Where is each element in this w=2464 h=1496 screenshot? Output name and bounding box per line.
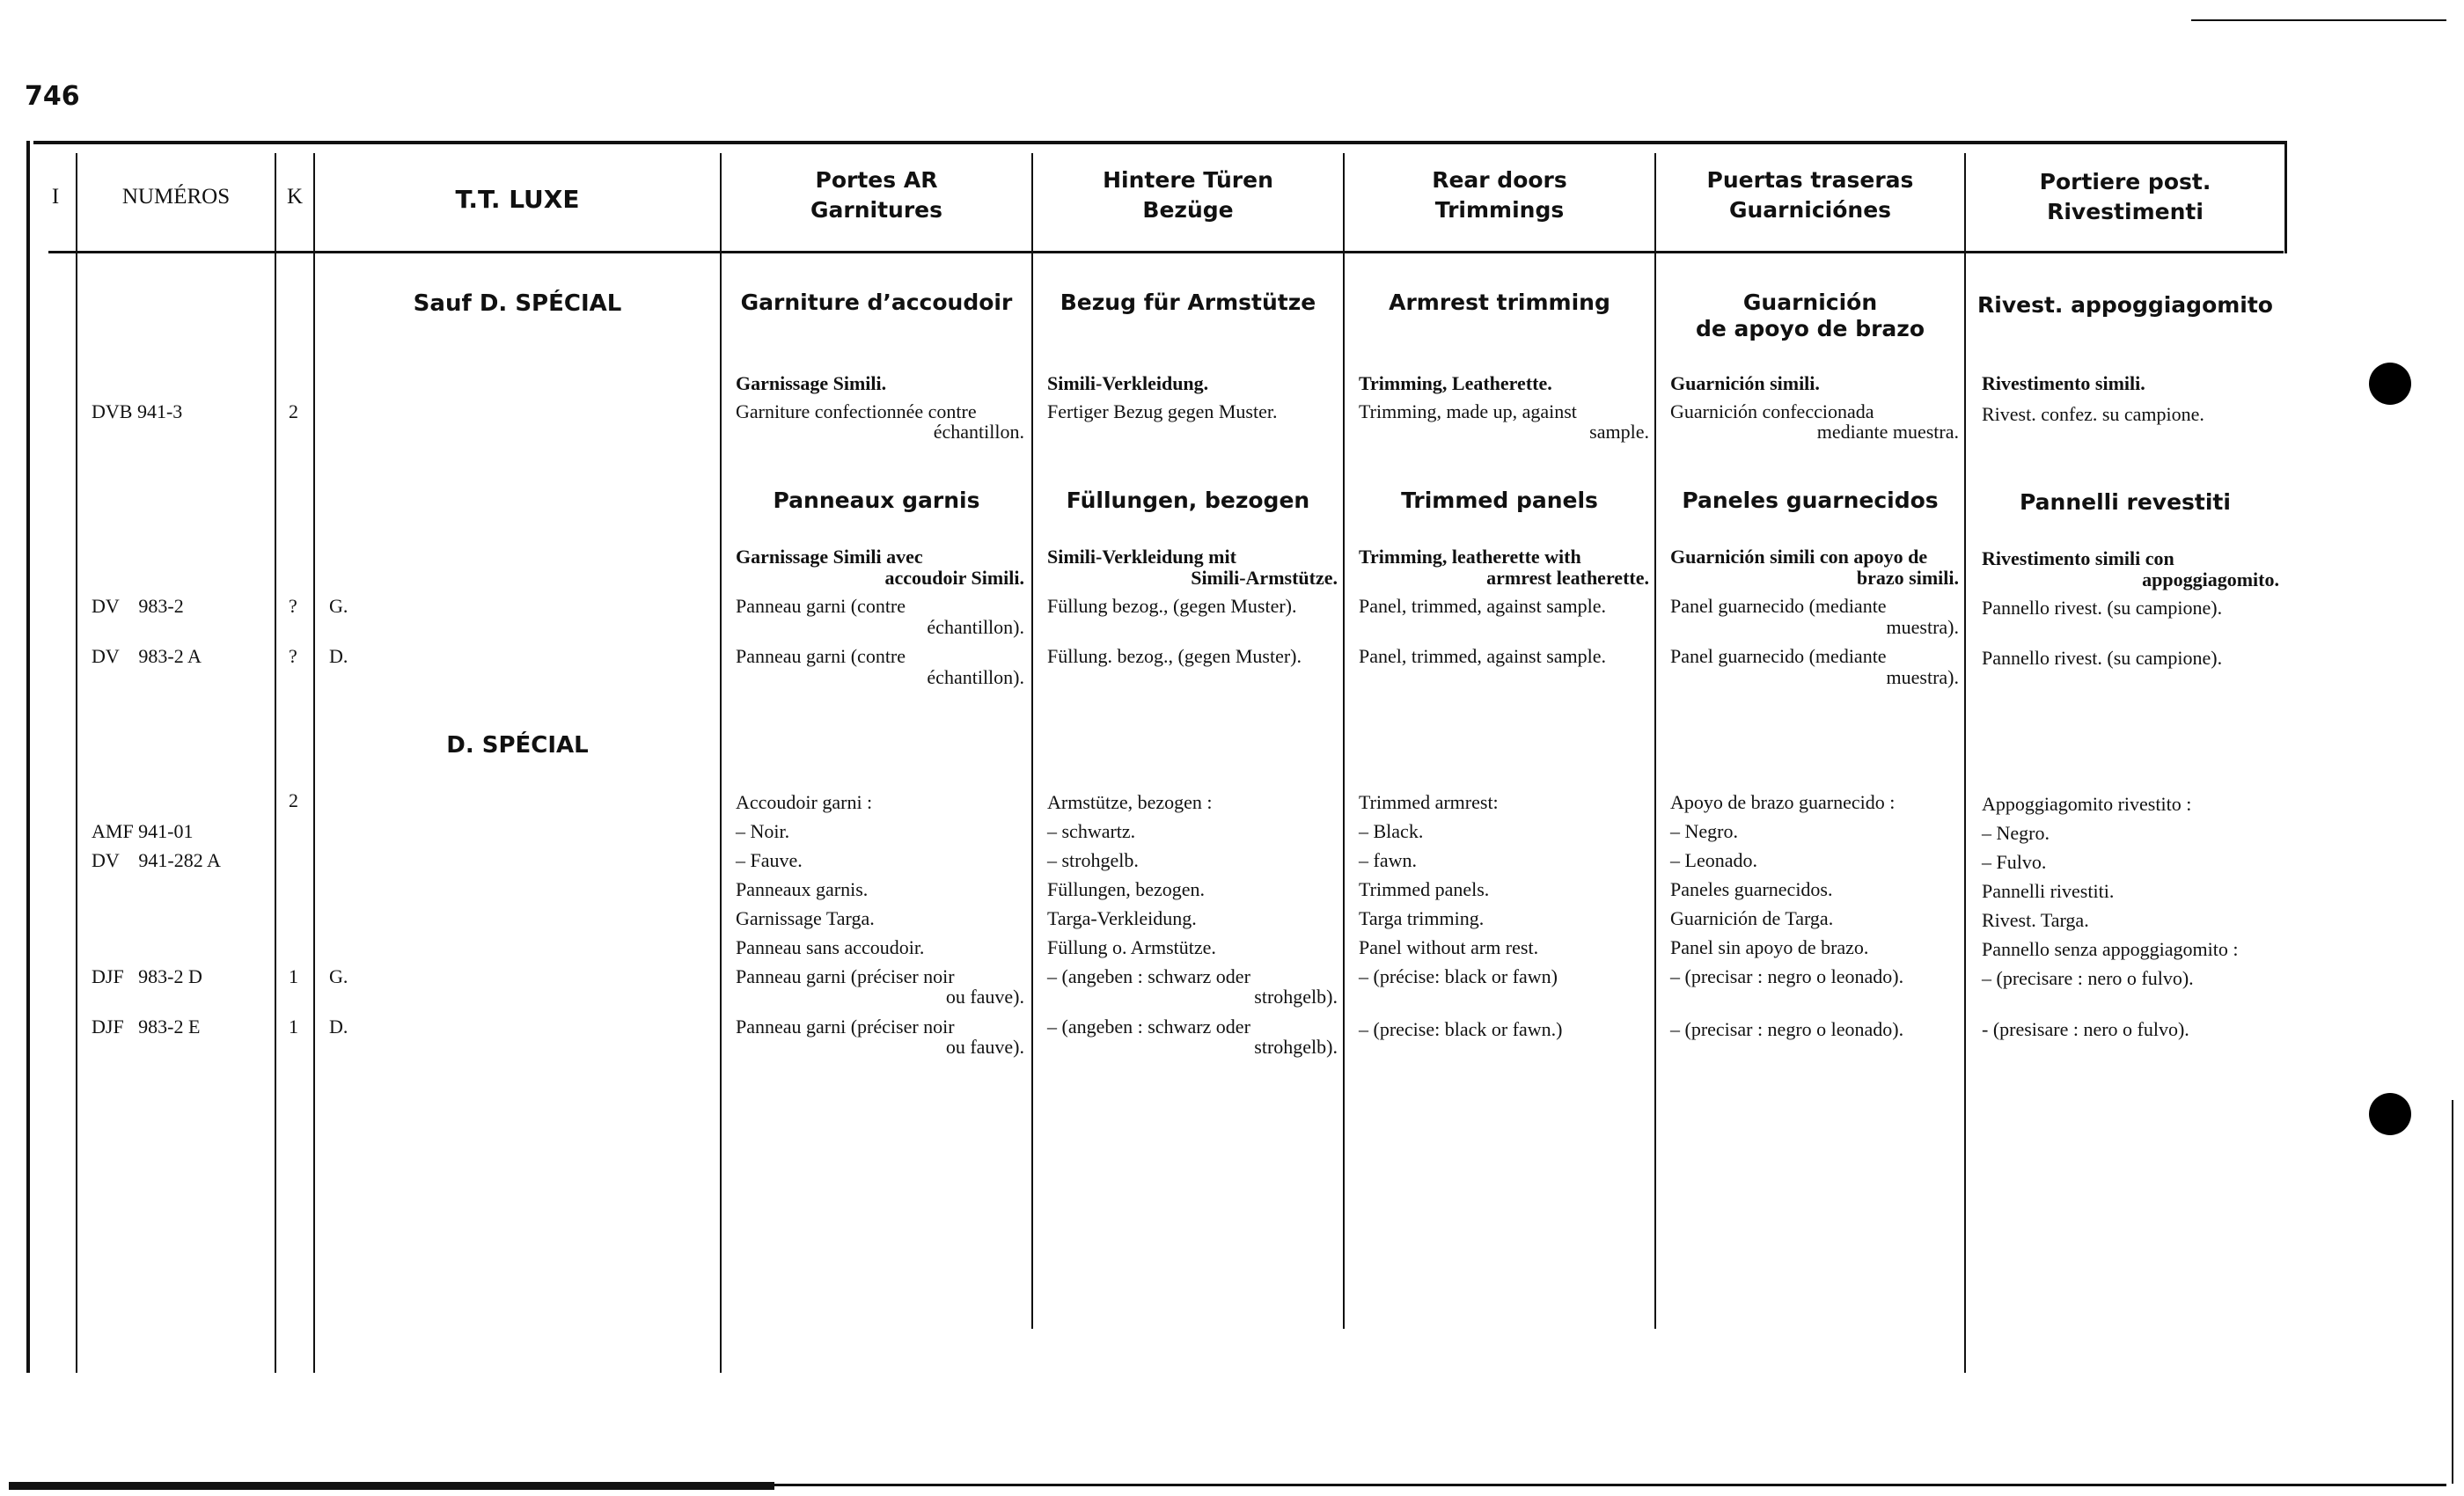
table-row-numero: DV 983-2 A	[92, 645, 202, 667]
group2-r0-it-1: Pannello rivest. (su campione).	[1982, 597, 2223, 619]
group3-l3-en: Trimmed panels.	[1359, 878, 1490, 900]
group3-r0-de-1: – (angeben : schwarz oder	[1047, 965, 1250, 987]
group2-spec-it-2: appoggiagomito.	[2142, 568, 2279, 590]
group3-l4-de: Targa-Verkleidung.	[1047, 907, 1197, 929]
group3-l3-de: Füllungen, bezogen.	[1047, 878, 1206, 900]
section-sauf-special: Sauf D. SPÉCIAL	[413, 290, 622, 317]
group3-l3-es: Paneles guarnecidos.	[1670, 878, 1833, 900]
col-divider-model	[720, 153, 722, 1373]
group3-r1-fr-2: ou fauve).	[945, 1036, 1024, 1058]
group3-l4-en: Targa trimming.	[1359, 907, 1485, 929]
group2-spec-it-1: Rivestimento simili con	[1982, 547, 2174, 569]
group2-spec-en-1: Trimming, leatherette with	[1359, 546, 1581, 568]
group1-desc-es-2: mediante muestra.	[1816, 421, 1959, 443]
group2-spec-en-2: armrest leatherette.	[1486, 567, 1649, 589]
table-row-numero: DV 941-282 A	[92, 849, 221, 871]
group2-r0-fr-1: Panneau garni (contre	[736, 595, 906, 617]
section-special: D. SPÉCIAL	[446, 732, 589, 759]
group2-r1-en-1: Panel, trimmed, against sample.	[1359, 645, 1607, 667]
group2-r0-fr-2: échantillon).	[927, 616, 1024, 638]
group2-spec-fr-2: accoudoir Simili.	[884, 567, 1024, 589]
group2-r0-es-2: muestra).	[1886, 616, 1959, 638]
header-lang-it	[1966, 167, 2284, 227]
header-col-k: K	[286, 185, 304, 209]
group1-title-it: Rivest. appoggiagomito	[1977, 292, 2273, 318]
group3-r0-es-1: – (precisar : negro o leonado).	[1670, 965, 1904, 987]
table-row-side: G.	[329, 965, 348, 987]
group1-spec-es: Guarnición simili.	[1670, 372, 1820, 394]
group3-l4-fr: Garnissage Targa.	[736, 907, 875, 929]
group2-title-de: Füllungen, bezogen	[1066, 488, 1310, 513]
header-lang-fr-line1: Portes AR	[815, 167, 938, 193]
group3-l0-de: Armstütze, bezogen :	[1047, 791, 1213, 813]
group2-spec-fr-1: Garnissage Simili avec	[736, 546, 923, 568]
group3-r1-de-1: – (angeben : schwarz oder	[1047, 1016, 1250, 1038]
page-bottom-rule-thick	[9, 1482, 774, 1490]
table-left-border	[26, 141, 30, 1373]
group2-title-en: Trimmed panels	[1401, 488, 1598, 513]
group3-l5-es: Panel sin apoyo de brazo.	[1670, 936, 1869, 958]
group3-l5-de: Füllung o. Armstütze.	[1047, 936, 1216, 958]
group3-l0-es: Apoyo de brazo guarnecido :	[1670, 791, 1896, 813]
table-row-k: 2	[289, 400, 298, 422]
group2-r1-fr-2: échantillon).	[927, 666, 1024, 688]
table-row-side: D.	[329, 1016, 348, 1038]
group2-title-es: Paneles guarnecidos	[1682, 488, 1939, 513]
group2-title-fr: Panneaux garnis	[773, 488, 980, 513]
table-top-border	[33, 141, 2286, 144]
table-row-k: 1	[289, 1016, 298, 1038]
group3-r0-de-2: strohgelb).	[1254, 986, 1338, 1008]
header-lang-de	[1033, 165, 1343, 225]
header-lang-de-line1: Hintere Türen	[1103, 167, 1273, 193]
group3-r1-it-1: - (presisare : nero o fulvo).	[1982, 1018, 2189, 1040]
group3-l2-de: – strohgelb.	[1047, 849, 1139, 871]
group1-desc-en-2: sample.	[1589, 421, 1649, 443]
page-number: 746	[25, 81, 80, 112]
header-bottom-border	[48, 251, 2284, 253]
table-row-side: D.	[329, 645, 348, 667]
table-row-numero: DJF 983-2 D	[92, 965, 202, 987]
group3-l4-it: Rivest. Targa.	[1982, 909, 2089, 931]
group2-spec-es-2: brazo simili.	[1856, 567, 1959, 589]
top-rule-decor	[2191, 19, 2446, 21]
group3-r0-en-1: – (précise: black or fawn)	[1359, 965, 1558, 987]
header-lang-en	[1345, 165, 1654, 225]
group1-title-en: Armrest trimming	[1389, 290, 1610, 315]
group3-l1-en: – Black.	[1359, 820, 1424, 842]
header-lang-fr-line2: Garnitures	[810, 197, 942, 223]
header-lang-es-line2: Guarniciónes	[1728, 197, 1892, 223]
group3-l1-de: – schwartz.	[1047, 820, 1136, 842]
group1-spec-de: Simili-Verkleidung.	[1047, 372, 1209, 394]
group3-l2-en: – fawn.	[1359, 849, 1417, 871]
group3-l2-it: – Fulvo.	[1982, 851, 2047, 873]
group2-spec-es-1: Guarnición simili con apoyo de	[1670, 546, 1928, 568]
group3-r1-de-2: strohgelb).	[1254, 1036, 1338, 1058]
group1-title-de: Bezug für Armstütze	[1060, 290, 1316, 315]
group3-r0-it-1: – (precisare : nero o fulvo).	[1982, 967, 2194, 989]
page-right-edge	[2452, 1100, 2453, 1484]
header-lang-it-line2: Rivestimenti	[2047, 199, 2204, 224]
group1-desc-it-1: Rivest. confez. su campione.	[1982, 403, 2204, 425]
header-lang-es-line1: Puertas traseras	[1706, 167, 1914, 193]
binder-hole-mark	[2369, 1093, 2411, 1135]
header-lang-it-line1: Portiere post.	[2039, 169, 2211, 194]
group1-title-fr: Garniture d’accoudoir	[740, 290, 1013, 315]
group1-desc-fr-1: Garniture confectionnée contre	[736, 400, 977, 422]
group3-l3-fr: Panneaux garnis.	[736, 878, 869, 900]
table-row-side: G.	[329, 595, 348, 617]
table-row-k: 1	[289, 965, 298, 987]
table-right-border	[2284, 141, 2287, 253]
group3-r1-es-1: – (precisar : negro o leonado).	[1670, 1018, 1904, 1040]
col-divider-k	[313, 153, 315, 1373]
table-row-numero: DV 983-2	[92, 595, 184, 617]
group2-r1-de-1: Füllung. bezog., (gegen Muster).	[1047, 645, 1302, 667]
col-divider-de	[1031, 153, 1033, 1329]
table-row-numero: AMF 941-01	[92, 820, 194, 842]
group3-l2-fr: – Fauve.	[736, 849, 803, 871]
group3-r1-fr-1: Panneau garni (préciser noir	[736, 1016, 955, 1038]
header-lang-en-line1: Rear doors	[1432, 167, 1567, 193]
group3-k-header: 2	[289, 789, 298, 811]
group3-l1-es: – Negro.	[1670, 820, 1738, 842]
header-lang-fr	[722, 165, 1031, 225]
binder-hole-mark	[2369, 363, 2411, 405]
group1-desc-en-1: Trimming, made up, against	[1359, 400, 1577, 422]
table-row-numero: DVB 941-3	[92, 400, 183, 422]
group3-r0-fr-2: ou fauve).	[945, 986, 1024, 1008]
header-model: T.T. LUXE	[455, 185, 580, 214]
table-row-numero: DJF 983-2 E	[92, 1016, 201, 1038]
group3-r0-fr-1: Panneau garni (préciser noir	[736, 965, 955, 987]
group3-l1-fr: – Noir.	[736, 820, 790, 842]
group1-desc-fr-2: échantillon.	[933, 421, 1024, 443]
table-row-k: ?	[289, 645, 297, 667]
header-col-numeros: NUMÉROS	[121, 185, 231, 209]
group3-l1-it: – Negro.	[1982, 822, 2050, 844]
group2-r1-it-1: Pannello rivest. (su campione).	[1982, 647, 2223, 669]
group1-spec-it: Rivestimento simili.	[1982, 372, 2145, 394]
group3-l5-en: Panel without arm rest.	[1359, 936, 1539, 958]
group3-l5-fr: Panneau sans accoudoir.	[736, 936, 925, 958]
group3-l2-es: – Leonado.	[1670, 849, 1757, 871]
group2-spec-de-1: Simili-Verkleidung mit	[1047, 546, 1236, 568]
col-divider-it	[1964, 153, 1966, 1373]
group3-r1-en-1: – (precise: black or fawn.)	[1359, 1018, 1563, 1040]
group3-l3-it: Pannelli rivestiti.	[1982, 880, 2115, 902]
col-divider-en	[1343, 153, 1345, 1329]
group1-desc-es-1: Guarnición confeccionada	[1670, 400, 1874, 422]
group3-l0-fr: Accoudoir garni :	[736, 791, 873, 813]
group3-l0-en: Trimmed armrest:	[1359, 791, 1499, 813]
group1-desc-de-1: Fertiger Bezug gegen Muster.	[1047, 400, 1278, 422]
group2-r1-fr-1: Panneau garni (contre	[736, 645, 906, 667]
group1-title-es: Guarnición de apoyo de brazo	[1695, 290, 1925, 341]
group2-r0-en-1: Panel, trimmed, against sample.	[1359, 595, 1607, 617]
group1-spec-en: Trimming, Leatherette.	[1359, 372, 1552, 394]
col-divider-numeros	[275, 153, 276, 1373]
group2-spec-de-2: Simili-Armstütze.	[1191, 567, 1338, 589]
group1-spec-fr: Garnissage Simili.	[736, 372, 887, 394]
group2-title-it: Pannelli revestiti	[2020, 489, 2231, 515]
group2-r0-de-1: Füllung bezog., (gegen Muster).	[1047, 595, 1297, 617]
group3-l5-it: Pannello senza appoggiagomito :	[1982, 938, 2239, 960]
group2-r1-es-2: muestra).	[1886, 666, 1959, 688]
header-lang-en-line2: Trimmings	[1434, 197, 1565, 223]
header-lang-es	[1656, 165, 1964, 225]
header-lang-de-line2: Bezüge	[1142, 197, 1234, 223]
group2-r1-es-1: Panel guarnecido (mediante	[1670, 645, 1887, 667]
table-row-k: ?	[289, 595, 297, 617]
col-divider-i	[76, 153, 77, 1373]
group2-r0-es-1: Panel guarnecido (mediante	[1670, 595, 1887, 617]
group3-l0-it: Appoggiagomito rivestito :	[1982, 793, 2192, 815]
header-col-i: I	[51, 185, 60, 209]
group3-l4-es: Guarnición de Targa.	[1670, 907, 1834, 929]
